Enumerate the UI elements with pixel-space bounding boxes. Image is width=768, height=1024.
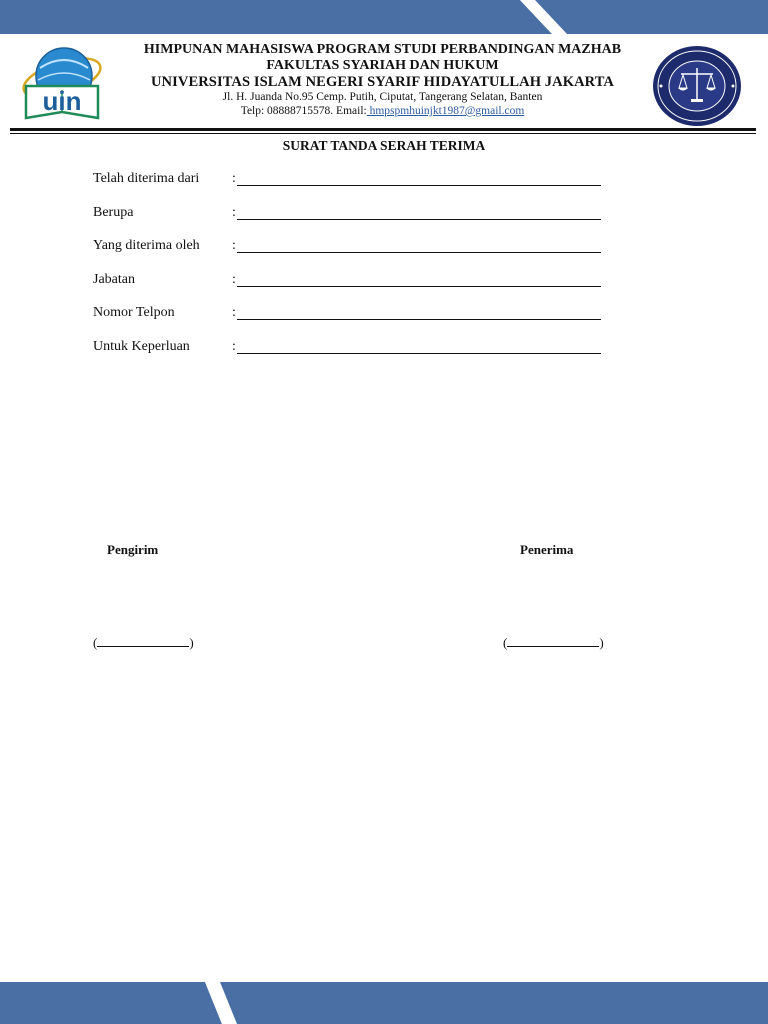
field-untuk-keperluan (93, 339, 613, 359)
fill-in-line[interactable] (237, 286, 601, 287)
field-colon: : (232, 272, 236, 287)
field-label: Nomor Telpon (93, 305, 175, 320)
document-title: SURAT TANDA SERAH TERIMA (282, 138, 486, 153)
field-telah-diterima-dari (93, 171, 613, 191)
header-divider-thick (10, 128, 756, 131)
svg-text:uin: uin (42, 86, 82, 116)
field-label: Yang diterima oleh (93, 238, 200, 253)
phone-text: Telp: 08888715578. Email: (240, 105, 367, 117)
field-nomor-telpon (93, 305, 613, 325)
field-colon: : (232, 339, 236, 354)
organization-name: HIMPUNAN MAHASISWA PROGRAM STUDI PERBANDINGAN MAZHAB (143, 42, 622, 57)
field-colon: : (232, 238, 236, 253)
fill-in-line[interactable] (237, 319, 601, 320)
email-link[interactable]: hmpspmhuinjkt1987@gmail.com (366, 105, 525, 117)
hmps-seal-icon (651, 44, 743, 128)
contact-line (110, 104, 655, 118)
field-label: Untuk Keperluan (93, 339, 190, 354)
faculty-name: FAKULTAS SYARIAH DAN HUKUM (266, 58, 499, 73)
field-berupa (93, 205, 613, 225)
close-paren: ) (599, 635, 604, 650)
fill-in-line[interactable] (237, 353, 601, 354)
header-divider-thin (10, 133, 756, 134)
letterhead (110, 42, 655, 118)
university-name: UNIVERSITAS ISLAM NEGERI SYARIF HIDAYATULLAH JAKARTA (150, 74, 615, 90)
address: Jl. H. Juanda No.95 Cemp. Putih, Ciputat, Tangerang Selatan, Banten (222, 91, 543, 103)
sender-signature-blank[interactable] (93, 634, 194, 651)
signature-line[interactable] (97, 634, 189, 647)
field-yang-diterima-oleh (93, 238, 613, 258)
fill-in-line[interactable] (237, 185, 601, 186)
field-colon: : (232, 205, 236, 220)
field-label: Telah diterima dari (93, 171, 200, 186)
fill-in-line[interactable] (237, 219, 601, 220)
top-decorative-band (0, 0, 768, 34)
field-label: Berupa (93, 205, 134, 220)
sender-label: Pengirim (107, 542, 159, 557)
field-colon: : (232, 305, 236, 320)
field-jabatan (93, 272, 613, 292)
signature-line[interactable] (507, 634, 599, 647)
receiver-signature-blank[interactable] (503, 634, 604, 651)
open-paren: ( (503, 635, 508, 650)
uin-logo-icon (20, 38, 104, 124)
open-paren: ( (93, 635, 98, 650)
receiver-label: Penerima (520, 542, 574, 557)
field-colon: : (232, 171, 236, 186)
fill-in-line[interactable] (237, 252, 601, 253)
field-label: Jabatan (93, 272, 135, 287)
bottom-decorative-band (0, 982, 768, 1024)
close-paren: ) (189, 635, 194, 650)
